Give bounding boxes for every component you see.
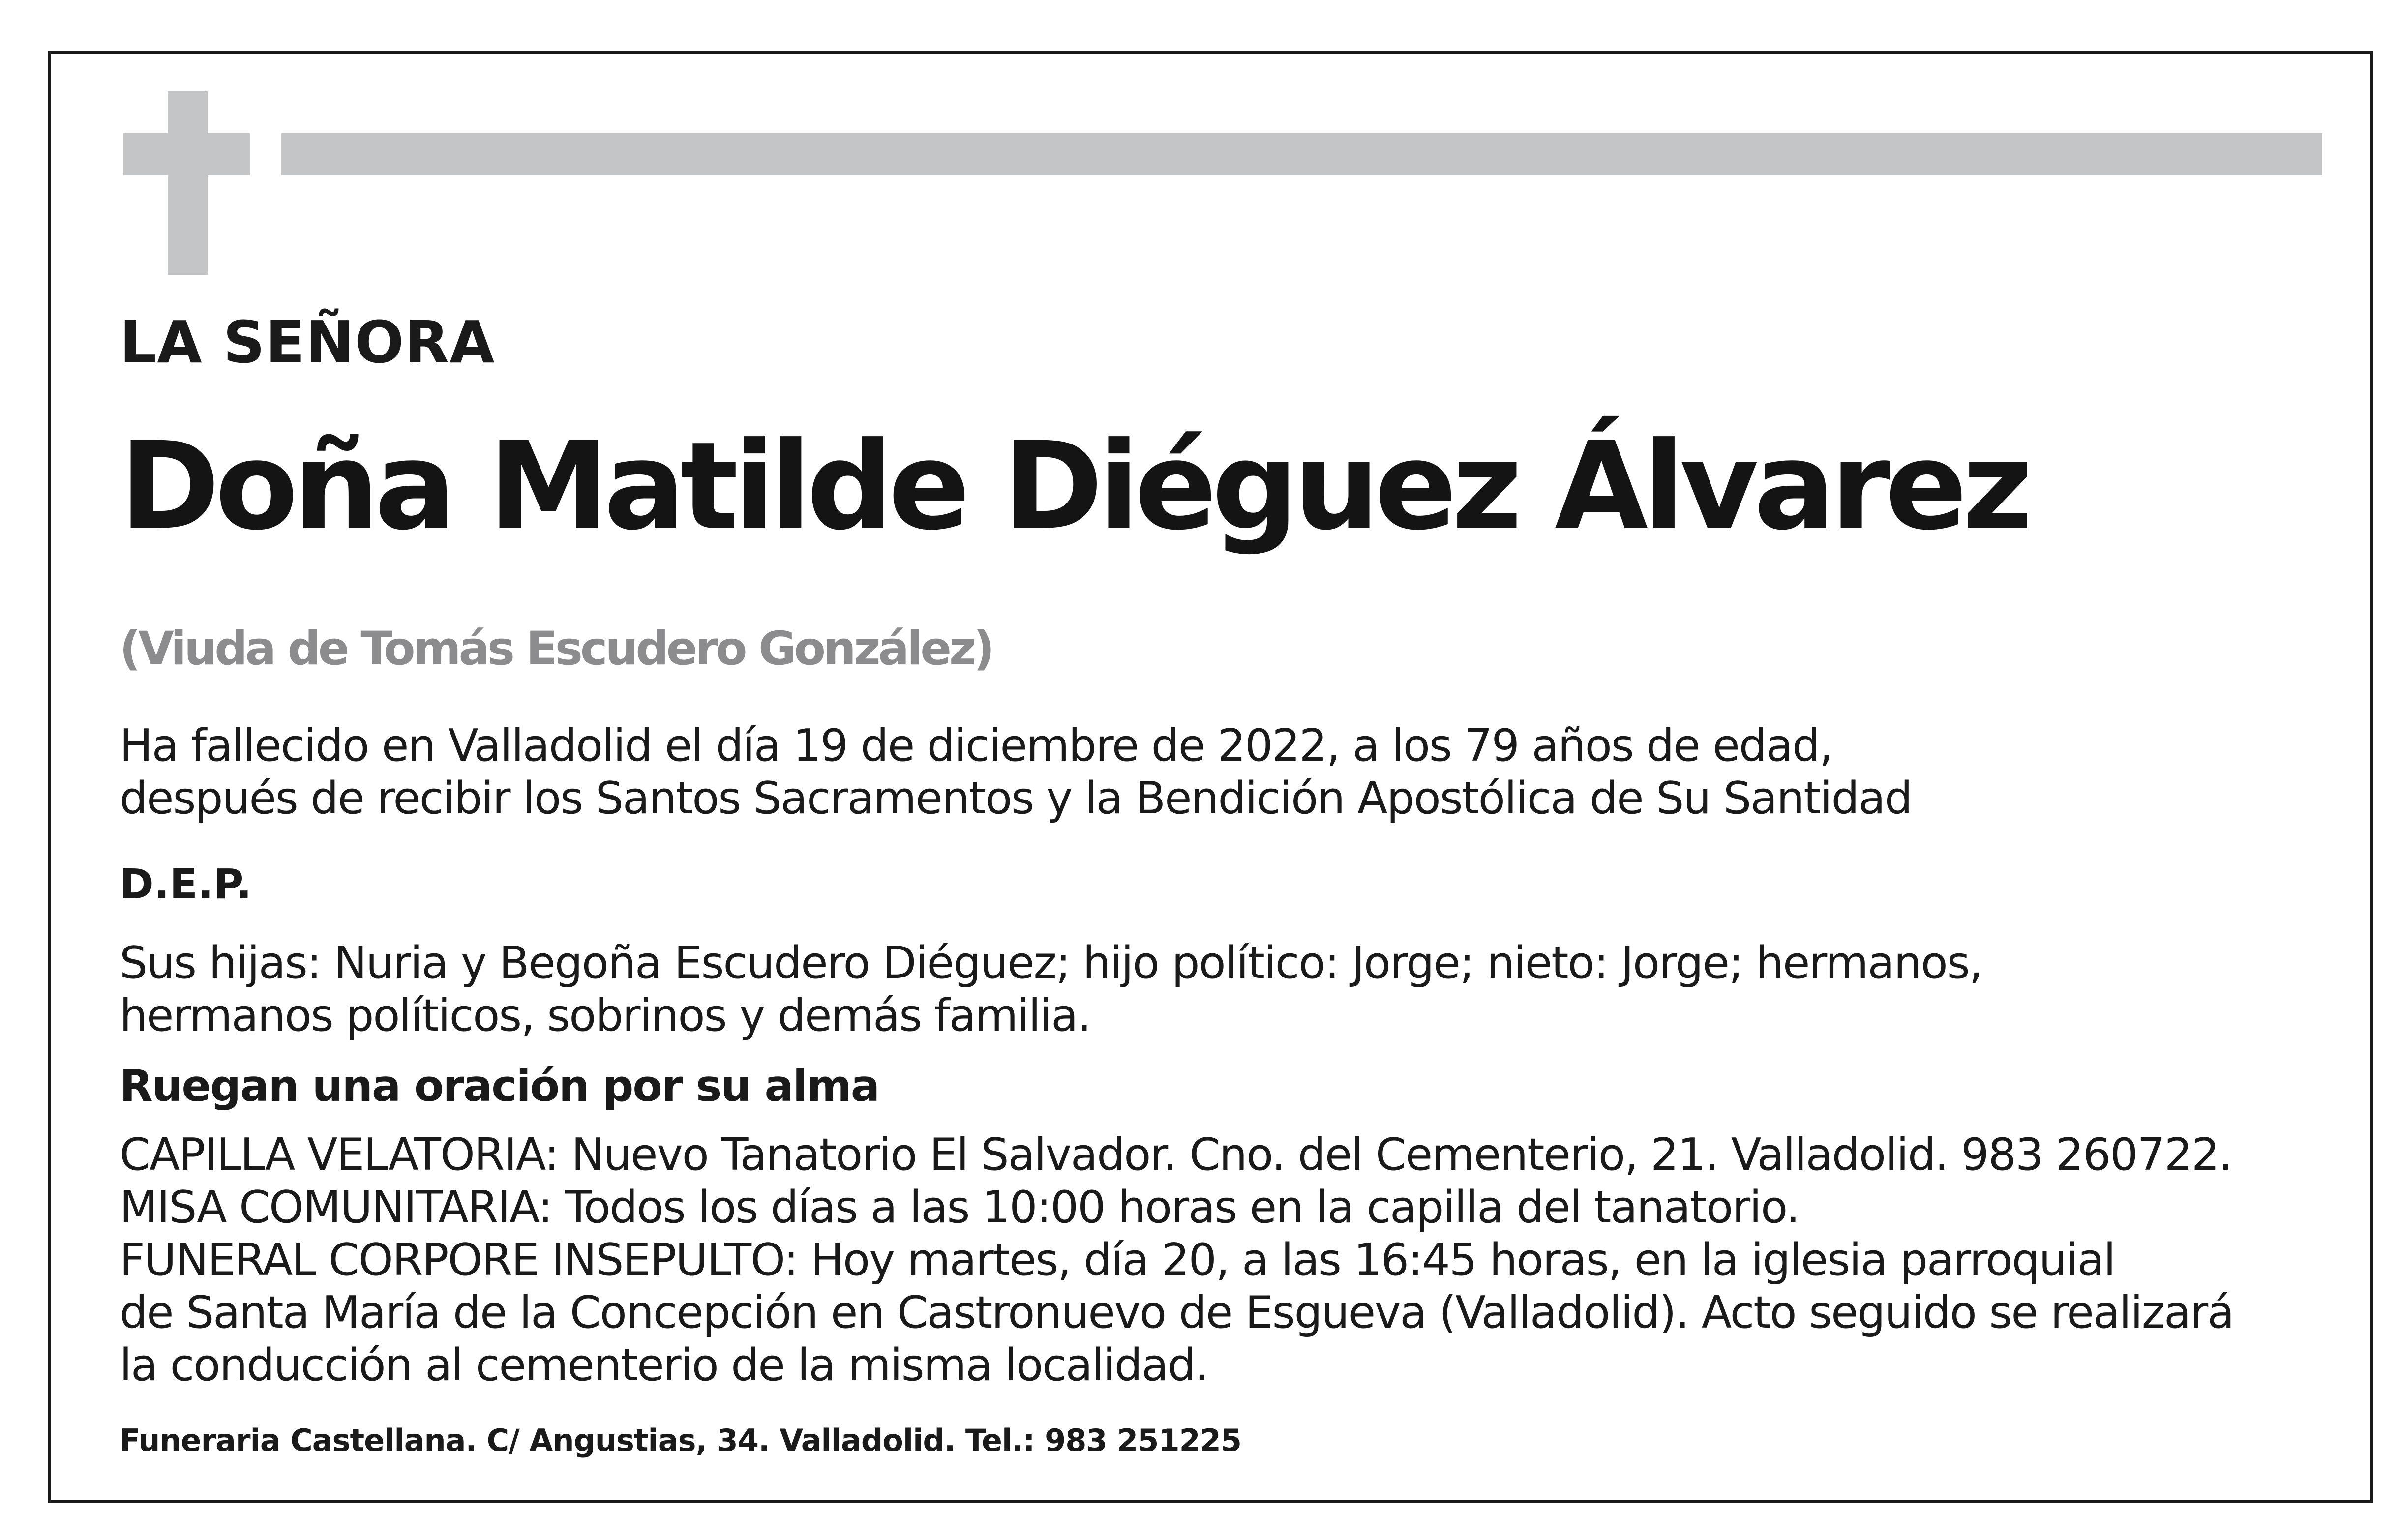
rip-text: D.E.P. (120, 860, 252, 908)
service-line: MISA COMUNITARIA: Todos los días a las 10:00 horas en la capilla del tanatorio. (120, 1182, 1800, 1233)
service-details (120, 1128, 2233, 1392)
family-line: Sus hijas: Nuria y Begoña Escudero Diéguez; hijo político: Jorge; nieto: Jorge; hermanos, (120, 937, 1982, 989)
title-heading: LA SEÑORA (120, 308, 495, 376)
service-line: de Santa María de la Concepción en Castronuevo de Esgueva (Valladolid). Acto seguido se realizará (120, 1287, 2234, 1338)
service-line: la conducción al cementerio de la misma localidad. (120, 1339, 1208, 1391)
deceased-name: Doña Matilde Diéguez Álvarez (120, 416, 2028, 557)
prayer-request: Ruegan una oración por su alma (120, 1061, 879, 1111)
death-line: después de recibir los Santos Sacramentos y la Bendición Apostólica de Su Santidad (120, 772, 1912, 824)
service-line: FUNERAL CORPORE INSEPULTO: Hoy martes, día 20, a las 16:45 horas, en la iglesia parroquial (120, 1234, 2115, 1286)
funeral-home-footer: Funeraria Castellana. C/ Angustias, 34. Valladolid. Tel.: 983 251225 (120, 1422, 1242, 1458)
header-rule (281, 133, 2322, 175)
family-paragraph (120, 937, 1982, 1042)
widow-subtitle: (Viuda de Tomás Escudero González) (120, 622, 992, 676)
death-line: Ha fallecido en Valladolid el día 19 de diciembre de 2022, a los 79 años de edad, (120, 720, 1832, 771)
death-paragraph (120, 719, 1912, 825)
cross-icon (168, 91, 208, 275)
family-line: hermanos políticos, sobrinos y demás familia. (120, 990, 1091, 1041)
service-line: CAPILLA VELATORIA: Nuevo Tanatorio El Salvador. Cno. del Cementerio, 21. Valladolid. 983 260722. (120, 1129, 2232, 1181)
cross-icon-arm (123, 133, 250, 175)
